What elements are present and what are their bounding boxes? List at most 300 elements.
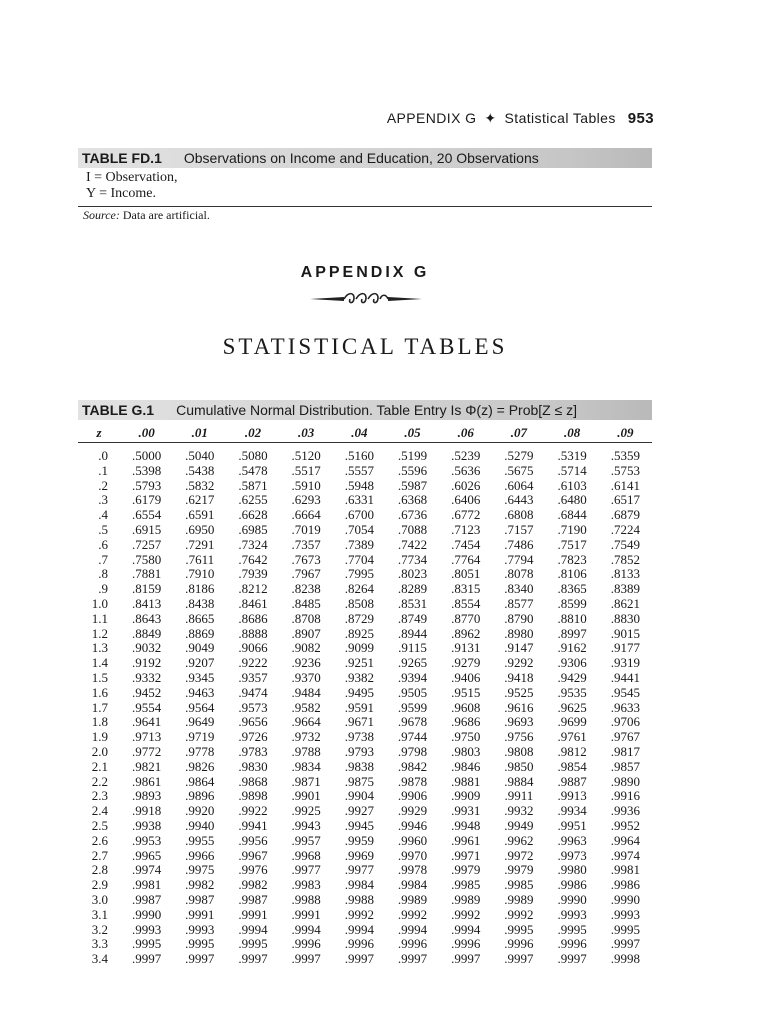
probability-cell: .9963 <box>557 832 587 848</box>
running-head-appendix: APPENDIX G <box>386 110 477 126</box>
column-header: .00 <box>120 423 173 443</box>
probability-cell: .7389 <box>344 536 374 552</box>
probability-cell: .9162 <box>557 640 587 656</box>
probability-cell: .9995 <box>504 921 534 937</box>
table-row <box>78 701 652 716</box>
probability-cell: .5557 <box>344 462 374 478</box>
z-value-cell: 2.8 <box>91 862 108 878</box>
probability-cell: .9699 <box>557 714 587 730</box>
probability-cell: .9925 <box>291 803 321 819</box>
probability-cell: .9591 <box>344 699 374 715</box>
running-head <box>387 110 654 127</box>
probability-cell: .9535 <box>557 684 587 700</box>
running-head-section: Statistical Tables <box>504 110 616 126</box>
probability-cell: .9995 <box>185 936 215 952</box>
probability-cell: .9997 <box>291 951 321 967</box>
appendix-title: STATISTICAL TABLES <box>222 334 508 359</box>
probability-cell: .9463 <box>185 684 215 700</box>
table-fd1-note: Y = Income. <box>86 186 156 201</box>
z-value-cell: 2.3 <box>91 788 108 804</box>
probability-cell: .9992 <box>451 906 481 922</box>
probability-cell: .7910 <box>185 566 215 582</box>
column-header: .06 <box>439 423 492 443</box>
probability-cell: .5000 <box>131 448 162 463</box>
column-header: .09 <box>599 423 652 443</box>
probability-cell: .9868 <box>238 773 268 789</box>
probability-cell: .9997 <box>131 951 162 967</box>
probability-cell: .7157 <box>504 521 534 537</box>
probability-cell: .9922 <box>238 803 268 819</box>
probability-cell: .5832 <box>185 477 215 493</box>
table-row <box>78 582 652 597</box>
probability-cell: .6736 <box>397 507 428 523</box>
probability-cell: .8869 <box>185 625 215 641</box>
probability-cell: .9982 <box>185 877 215 893</box>
probability-cell: .9988 <box>291 891 321 907</box>
probability-cell: .8962 <box>451 625 481 641</box>
probability-cell: .5319 <box>557 448 587 463</box>
table-row <box>78 612 652 627</box>
probability-cell: .9474 <box>238 684 268 700</box>
probability-cell: .9671 <box>344 714 374 730</box>
probability-cell: .9656 <box>238 714 268 730</box>
z-value-cell: 3.2 <box>91 921 108 937</box>
table-row <box>78 715 652 730</box>
probability-cell: .6879 <box>610 507 640 523</box>
probability-cell: .9115 <box>398 640 427 656</box>
probability-cell: .5910 <box>291 477 321 493</box>
probability-cell: .9977 <box>291 862 321 878</box>
probability-cell: .9990 <box>131 906 162 922</box>
probability-cell: .8389 <box>610 581 640 597</box>
probability-cell: .7054 <box>344 521 374 537</box>
probability-cell: .9920 <box>185 803 215 819</box>
probability-cell: .9441 <box>610 669 640 685</box>
probability-cell: .9332 <box>131 669 162 685</box>
probability-cell: .9896 <box>185 788 215 804</box>
probability-cell: .9495 <box>344 684 374 700</box>
probability-cell: .9993 <box>131 921 162 937</box>
z-value-cell: 1.6 <box>91 684 108 700</box>
z-value-cell: 1.5 <box>91 669 108 685</box>
probability-cell: .9649 <box>185 714 215 730</box>
probability-cell: .9996 <box>451 936 481 952</box>
probability-cell: .9608 <box>451 699 481 715</box>
z-value-cell: 2.0 <box>91 743 108 759</box>
probability-cell: .9370 <box>291 669 321 685</box>
probability-cell: .9982 <box>238 877 268 893</box>
probability-cell: .9838 <box>344 758 374 774</box>
table-row <box>78 937 652 952</box>
probability-cell: .9996 <box>504 936 534 952</box>
table-row <box>78 567 652 582</box>
probability-cell: .9989 <box>451 891 481 907</box>
probability-cell: .7088 <box>397 521 428 537</box>
probability-cell: .7486 <box>504 536 534 552</box>
probability-cell: .7642 <box>238 551 268 567</box>
probability-cell: .9830 <box>238 758 268 774</box>
z-value-cell: 1.1 <box>91 610 108 626</box>
probability-cell: .8051 <box>451 566 481 582</box>
probability-cell: .7939 <box>238 566 268 582</box>
source-text: Data are artificial. <box>119 208 210 222</box>
probability-cell: .9726 <box>238 729 268 745</box>
table-fd1-source <box>83 208 210 223</box>
probability-cell: .9994 <box>344 921 374 937</box>
probability-cell: .8461 <box>238 595 268 611</box>
table-row <box>78 760 652 775</box>
probability-cell: .7823 <box>557 551 587 567</box>
probability-cell: .6331 <box>344 492 374 508</box>
table-g1-title-bar <box>78 400 652 420</box>
probability-cell: .5596 <box>397 462 428 478</box>
divider <box>78 206 652 207</box>
z-value-cell: 1.2 <box>91 625 108 641</box>
probability-cell: .7019 <box>291 521 321 537</box>
z-value-cell: .3 <box>98 492 108 508</box>
appendix-label: APPENDIX G <box>300 264 430 281</box>
probability-cell: .9996 <box>291 936 321 952</box>
column-header: .07 <box>492 423 545 443</box>
z-value-cell: .9 <box>98 581 108 597</box>
probability-cell: .9821 <box>131 758 162 774</box>
z-value-cell: 2.9 <box>91 877 108 893</box>
probability-cell: .6700 <box>344 507 374 523</box>
probability-cell: .9991 <box>238 906 268 922</box>
probability-cell: .9996 <box>397 936 428 952</box>
probability-cell: .9554 <box>131 699 162 715</box>
probability-cell: .6179 <box>131 492 162 508</box>
probability-cell: .9678 <box>397 714 428 730</box>
z-value-cell: 1.3 <box>91 640 108 656</box>
table-row <box>78 627 652 642</box>
probability-cell: .9946 <box>397 817 428 833</box>
probability-cell: .9984 <box>344 877 374 893</box>
probability-cell: .8708 <box>291 610 321 626</box>
probability-cell: .9960 <box>397 832 428 848</box>
table-row <box>78 804 652 819</box>
probability-cell: .6141 <box>610 477 640 493</box>
probability-cell: .5987 <box>397 477 428 493</box>
table-g1-number: TABLE G.1 <box>82 402 155 418</box>
probability-cell: .9992 <box>344 906 374 922</box>
probability-cell: .6255 <box>238 492 268 508</box>
probability-cell: .9719 <box>185 729 215 745</box>
probability-cell: .9803 <box>451 743 481 759</box>
probability-cell: .9981 <box>610 862 640 878</box>
probability-cell: .9878 <box>397 773 428 789</box>
table-row <box>78 656 652 671</box>
z-value-cell: 2.5 <box>91 817 108 833</box>
probability-cell: .6772 <box>451 507 481 523</box>
probability-cell: .9976 <box>238 862 268 878</box>
probability-cell: .6293 <box>291 492 321 508</box>
probability-cell: .9744 <box>397 729 428 745</box>
probability-cell: .9207 <box>185 655 215 671</box>
probability-cell: .8078 <box>504 566 534 582</box>
probability-cell: .9995 <box>557 921 587 937</box>
probability-cell: .9319 <box>610 655 640 671</box>
probability-cell: .8577 <box>504 595 534 611</box>
z-value-cell: .4 <box>98 507 108 523</box>
table-row <box>78 671 652 686</box>
probability-cell: .9985 <box>451 877 481 893</box>
probability-cell: .7357 <box>291 536 321 552</box>
probability-cell: .9973 <box>557 847 587 863</box>
probability-cell: .9525 <box>504 684 534 700</box>
probability-cell: .9997 <box>504 951 534 967</box>
probability-cell: .9382 <box>344 669 374 685</box>
probability-cell: .8729 <box>344 610 374 626</box>
probability-cell: .9945 <box>344 817 374 833</box>
probability-cell: .9664 <box>291 714 321 730</box>
probability-cell: .5040 <box>185 448 215 463</box>
probability-cell: .5675 <box>504 462 534 478</box>
column-header: .01 <box>173 423 226 443</box>
table-fd1-title: Observations on Income and Education, 20 Observations <box>183 150 539 166</box>
table-row <box>78 523 652 538</box>
probability-cell: .9984 <box>397 877 428 893</box>
table-row <box>78 553 652 568</box>
table-row <box>78 863 652 878</box>
probability-cell: .9979 <box>451 862 481 878</box>
probability-cell: .6628 <box>238 507 268 523</box>
probability-cell: .6950 <box>185 521 215 537</box>
probability-cell: .9887 <box>557 773 587 789</box>
column-header: .04 <box>333 423 386 443</box>
z-value-cell: 2.2 <box>91 773 108 789</box>
probability-cell: .9881 <box>451 773 481 789</box>
probability-cell: .9974 <box>131 862 162 878</box>
probability-cell: .9772 <box>131 743 162 759</box>
z-value-cell: .0 <box>98 448 108 463</box>
probability-cell: .9846 <box>451 758 481 774</box>
probability-cell: .9913 <box>557 788 587 804</box>
probability-cell: .9582 <box>291 699 321 715</box>
probability-cell: .9357 <box>238 669 268 685</box>
probability-cell: .9995 <box>131 936 162 952</box>
z-value-cell: 2.4 <box>91 803 108 819</box>
probability-cell: .9222 <box>238 655 268 671</box>
probability-cell: .5160 <box>344 448 374 463</box>
probability-cell: .9998 <box>610 951 640 967</box>
column-header: .02 <box>226 423 279 443</box>
probability-cell: .7549 <box>610 536 640 552</box>
probability-cell: .8365 <box>557 581 587 597</box>
probability-cell: .7517 <box>557 536 587 552</box>
probability-cell: .9345 <box>185 669 215 685</box>
probability-cell: .9418 <box>504 669 534 685</box>
probability-cell: .6217 <box>185 492 215 508</box>
probability-cell: .9955 <box>185 832 215 848</box>
probability-cell: .9616 <box>504 699 534 715</box>
probability-cell: .7580 <box>131 551 162 567</box>
probability-cell: .9918 <box>131 803 162 819</box>
probability-cell: .9987 <box>185 891 215 907</box>
probability-cell: .9966 <box>185 847 215 863</box>
probability-cell: .9279 <box>451 655 481 671</box>
probability-cell: .9991 <box>291 906 321 922</box>
probability-cell: .7794 <box>504 551 534 567</box>
probability-cell: .9834 <box>291 758 321 774</box>
z-value-cell: .7 <box>98 551 108 567</box>
probability-cell: .9993 <box>185 921 215 937</box>
probability-cell: .5359 <box>610 448 640 463</box>
table-row <box>78 686 652 701</box>
probability-cell: .5517 <box>291 462 321 478</box>
probability-cell: .8599 <box>557 595 587 611</box>
probability-cell: .9808 <box>504 743 534 759</box>
probability-cell: .9875 <box>344 773 374 789</box>
z-value-cell: .8 <box>98 566 108 582</box>
probability-cell: .9961 <box>451 832 481 848</box>
probability-cell: .9964 <box>610 832 640 848</box>
z-value-cell: 1.9 <box>91 729 108 745</box>
probability-cell: .8438 <box>185 595 215 611</box>
probability-cell: .9988 <box>344 891 374 907</box>
probability-cell: .9968 <box>291 847 321 863</box>
probability-cell: .9788 <box>291 743 321 759</box>
probability-cell: .9545 <box>610 684 640 700</box>
probability-cell: .9971 <box>451 847 481 863</box>
probability-cell: .9890 <box>610 773 640 789</box>
probability-cell: .7257 <box>131 536 162 552</box>
probability-cell: .6591 <box>185 507 215 523</box>
probability-cell: .9147 <box>504 640 534 656</box>
probability-cell: .9991 <box>185 906 215 922</box>
probability-cell: .9974 <box>610 847 640 863</box>
probability-cell: .9993 <box>610 906 640 922</box>
probability-cell: .7291 <box>185 536 215 552</box>
probability-cell: .8749 <box>397 610 428 626</box>
table-row <box>78 878 652 893</box>
probability-cell: .9967 <box>238 847 268 863</box>
z-value-cell: 1.4 <box>91 655 108 671</box>
probability-cell: .9997 <box>557 951 587 967</box>
probability-cell: .8810 <box>557 610 587 626</box>
probability-cell: .9306 <box>557 655 587 671</box>
probability-cell: .9952 <box>610 817 640 833</box>
probability-cell: .9893 <box>131 788 162 804</box>
probability-cell: .6443 <box>504 492 534 508</box>
probability-cell: .8643 <box>131 610 162 626</box>
probability-cell: .9992 <box>504 906 534 922</box>
probability-cell: .9756 <box>504 729 534 745</box>
probability-cell: .5438 <box>185 462 215 478</box>
probability-cell: .5714 <box>557 462 587 478</box>
probability-cell: .9951 <box>557 817 587 833</box>
probability-cell: .9812 <box>557 743 587 759</box>
probability-cell: .9049 <box>185 640 215 656</box>
probability-cell: .9099 <box>344 640 374 656</box>
probability-cell: .5753 <box>610 462 640 478</box>
probability-cell: .8830 <box>610 610 640 626</box>
probability-cell: .9948 <box>451 817 481 833</box>
probability-cell: .9066 <box>238 640 268 656</box>
table-fd1-title-bar <box>78 148 652 168</box>
column-header: .03 <box>280 423 333 443</box>
probability-cell: .9131 <box>451 640 481 656</box>
probability-cell: .9995 <box>238 936 268 952</box>
probability-cell: .8554 <box>451 595 481 611</box>
probability-cell: .9564 <box>185 699 215 715</box>
probability-cell: .9032 <box>131 640 162 656</box>
probability-cell: .9761 <box>557 729 587 745</box>
probability-cell: .7422 <box>397 536 428 552</box>
probability-cell: .9625 <box>557 699 587 715</box>
probability-cell: .7764 <box>451 551 481 567</box>
probability-cell: .9452 <box>131 684 162 700</box>
probability-cell: .9429 <box>557 669 587 685</box>
table-row <box>78 464 652 479</box>
probability-cell: .6808 <box>504 507 534 523</box>
z-value-cell: 3.1 <box>91 906 108 922</box>
probability-cell: .9970 <box>397 847 428 863</box>
probability-cell: .8849 <box>131 625 162 641</box>
probability-cell: .7224 <box>610 521 640 537</box>
probability-cell: .7611 <box>185 551 215 567</box>
probability-cell: .9994 <box>291 921 321 937</box>
probability-cell: .8997 <box>557 625 587 641</box>
probability-cell: .6554 <box>131 507 162 523</box>
probability-cell: .5398 <box>131 462 162 478</box>
probability-cell: .9997 <box>451 951 481 967</box>
probability-cell: .8212 <box>238 581 268 597</box>
probability-cell: .8315 <box>451 581 481 597</box>
probability-cell: .9987 <box>131 891 162 907</box>
table-row <box>78 493 652 508</box>
z-value-cell: 3.3 <box>91 936 108 952</box>
probability-cell: .9985 <box>504 877 534 893</box>
probability-cell: .8665 <box>185 610 215 626</box>
column-header: .08 <box>546 423 599 443</box>
probability-cell: .6103 <box>557 477 587 493</box>
probability-cell: .9979 <box>504 862 534 878</box>
probability-cell: .8770 <box>451 610 481 626</box>
probability-cell: .9686 <box>451 714 481 730</box>
probability-cell: .9983 <box>291 877 321 893</box>
probability-cell: .8340 <box>504 581 534 597</box>
probability-cell: .9931 <box>451 803 481 819</box>
z-value-cell: 1.8 <box>91 714 108 730</box>
probability-cell: .9817 <box>610 743 640 759</box>
probability-cell: .9993 <box>557 906 587 922</box>
probability-cell: .9975 <box>185 862 215 878</box>
probability-cell: .9798 <box>397 743 428 759</box>
probability-cell: .9177 <box>610 640 640 656</box>
table-fd1-note: I = Observation, <box>86 170 178 185</box>
probability-cell: .8238 <box>291 581 321 597</box>
probability-cell: .9850 <box>504 758 534 774</box>
probability-cell: .5120 <box>291 448 321 463</box>
probability-cell: .9932 <box>504 803 534 819</box>
probability-cell: .9943 <box>291 817 321 833</box>
probability-cell: .9938 <box>131 817 162 833</box>
source-label: Source: <box>83 208 120 222</box>
probability-cell: .9599 <box>397 699 428 715</box>
probability-cell: .8289 <box>397 581 428 597</box>
probability-cell: .7190 <box>557 521 587 537</box>
z-value-cell: .6 <box>98 536 108 552</box>
table-row <box>78 819 652 834</box>
probability-cell: .9916 <box>610 788 640 804</box>
probability-cell: .8485 <box>291 595 321 611</box>
probability-cell: .8508 <box>344 595 374 611</box>
probability-cell: .9864 <box>185 773 215 789</box>
probability-cell: .9981 <box>131 877 162 893</box>
z-value-cell: 3.4 <box>91 951 108 967</box>
probability-cell: .7734 <box>397 551 428 567</box>
